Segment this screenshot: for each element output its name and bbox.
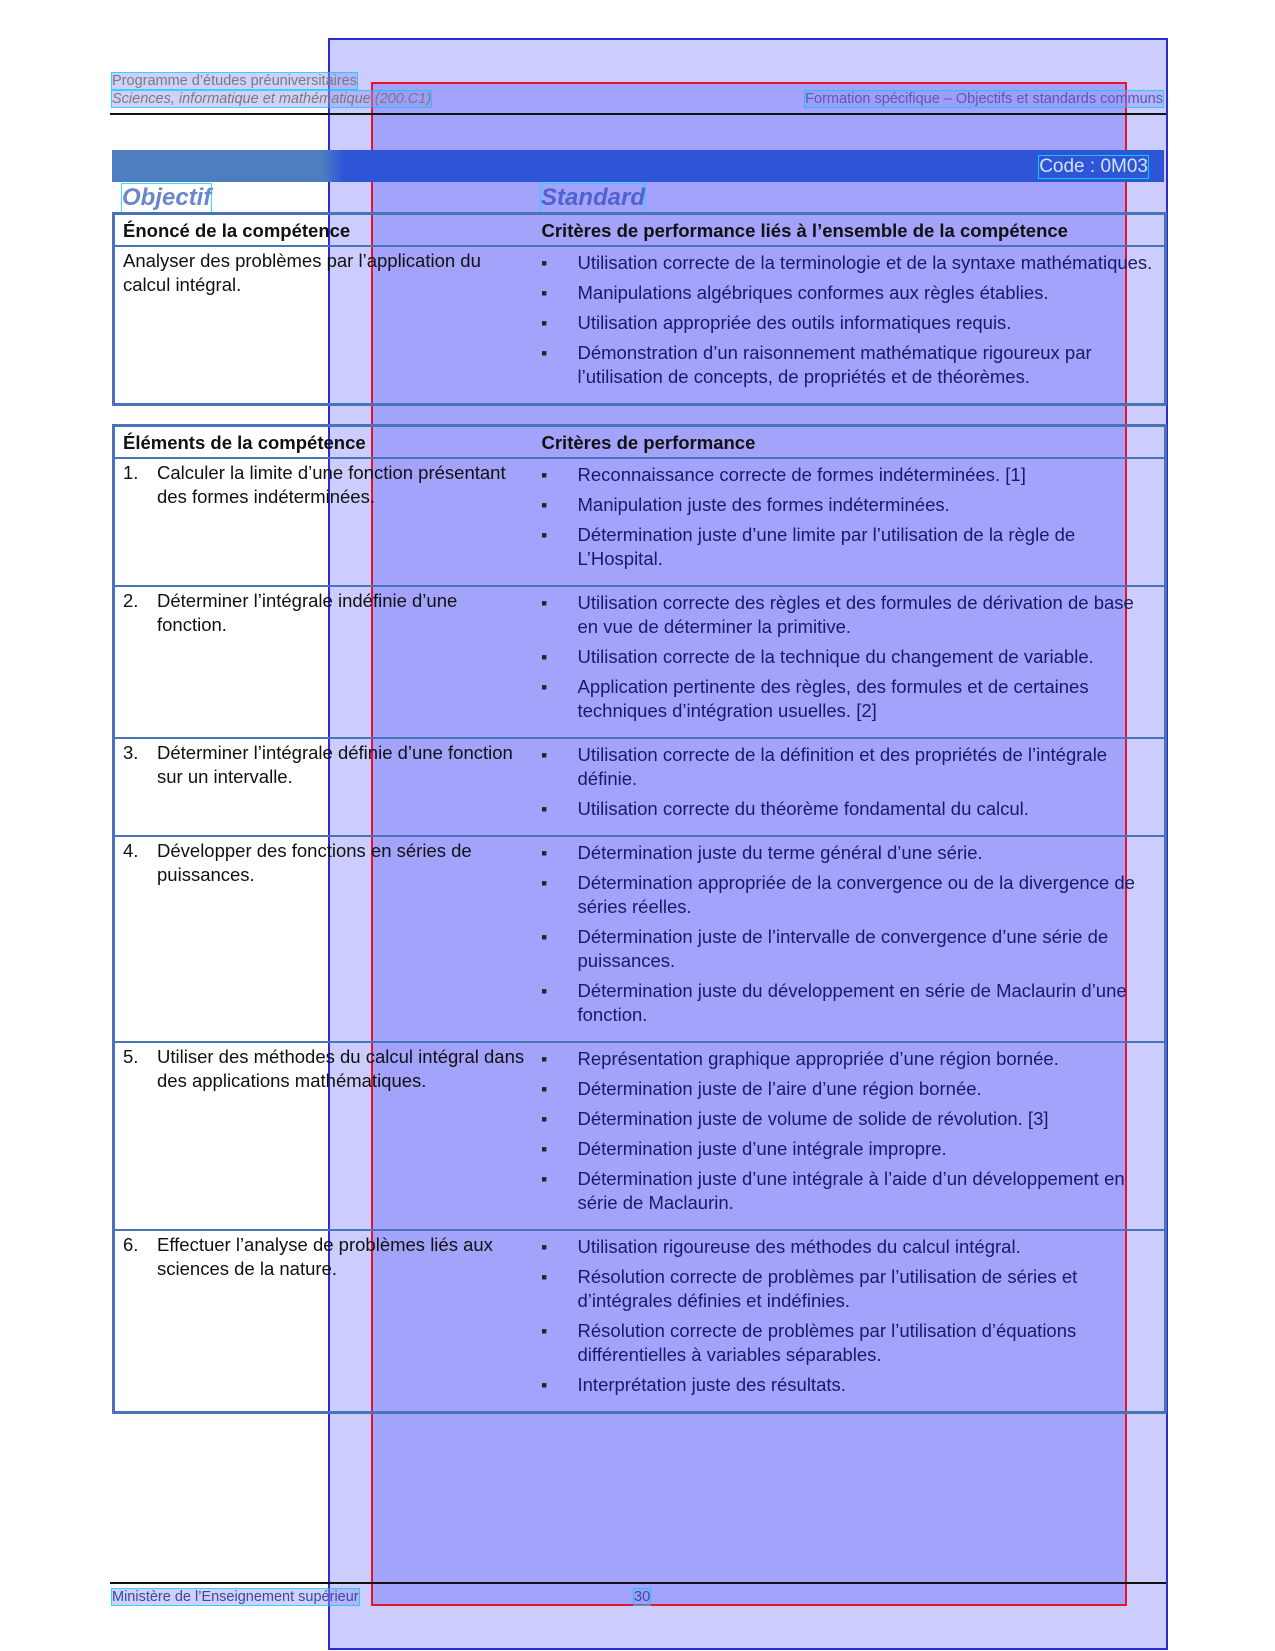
criterion-item: ■ Représentation graphique appropriée d’une région bornée.	[542, 1047, 1157, 1071]
element-text: Déterminer l’intégrale définie d’une fonction sur un intervalle.	[157, 742, 513, 787]
element-row	[114, 458, 1166, 586]
criterion-item: ■ Détermination juste d’une intégrale à l’aide d’un développement en série de Maclaurin.	[542, 1167, 1157, 1215]
page-number: 30	[634, 1589, 651, 1605]
competence-head-left: Énoncé de la compétence	[114, 214, 534, 247]
criterion-item: ■ Utilisation appropriée des outils informatiques requis.	[542, 311, 1157, 335]
criterion-item: ■ Détermination juste de volume de solide de révolution. [3]	[542, 1107, 1157, 1131]
element-row	[114, 1042, 1166, 1230]
elements-table	[112, 424, 1167, 1414]
element-row	[114, 738, 1166, 836]
competence-criteria	[542, 251, 1157, 389]
code-bar	[112, 150, 1164, 182]
criterion-item: ■ Manipulations algébriques conformes aux règles établies.	[542, 281, 1157, 305]
criterion-item: ■ Détermination juste du développement en série de Maclaurin d’une fonction.	[542, 979, 1157, 1027]
criterion-item: ■ Application pertinente des règles, des formules et de certaines techniques d’intégration usuelles. [2]	[542, 675, 1157, 723]
element-text: Utiliser des méthodes du calcul intégral dans des applications mathématiques.	[157, 1046, 525, 1091]
criterion-item: ■ Résolution correcte de problèmes par l’utilisation de séries et d’intégrales définies et indéfinies.	[542, 1265, 1157, 1313]
element-text: Développer des fonctions en séries de puissances.	[157, 840, 472, 885]
element-row	[114, 586, 1166, 738]
criterion-item: ■ Détermination juste de l’intervalle de convergence d’une série de puissances.	[542, 925, 1157, 973]
criterion-item: ■ Utilisation correcte des règles et des formules de dérivation de base en vue de déterminer la primitive.	[542, 591, 1157, 639]
criterion-item: ■ Utilisation rigoureuse des méthodes du calcul intégral.	[542, 1235, 1157, 1259]
competence-table	[112, 212, 1167, 406]
header-program-code: Sciences, informatique et mathématique (200.C1)	[112, 91, 432, 107]
header-rule	[110, 113, 1166, 115]
criterion-item: ■ Détermination appropriée de la convergence ou de la divergence de séries réelles.	[542, 871, 1157, 919]
criterion-item: ■ Détermination juste d’une limite par l’utilisation de la règle de L’Hospital.	[542, 523, 1157, 571]
element-number: 4.	[123, 840, 139, 861]
criterion-item: ■ Interprétation juste des résultats.	[542, 1373, 1157, 1397]
criterion-item: ■ Utilisation correcte de la terminologie et de la syntaxe mathématiques.	[542, 251, 1157, 275]
element-row	[114, 836, 1166, 1042]
criterion-item: ■ Utilisation correcte de la technique du changement de variable.	[542, 645, 1157, 669]
competence-head-right: Critères de performance liés à l’ensemble de la compétence	[534, 214, 1166, 247]
criterion-item: ■ Reconnaissance correcte de formes indéterminées. [1]	[542, 463, 1157, 487]
elements-head-right: Critères de performance	[534, 426, 1166, 459]
course-code: Code : 0M03	[1039, 156, 1148, 177]
element-text: Calculer la limite d’une fonction présentant des formes indéterminées.	[157, 462, 506, 507]
element-number: 1.	[123, 462, 139, 483]
criterion-item: ■ Manipulation juste des formes indéterminées.	[542, 493, 1157, 517]
element-text: Effectuer l’analyse de problèmes liés aux sciences de la nature.	[157, 1234, 493, 1279]
competence-statement: Analyser des problèmes par l’application du calcul intégral.	[123, 250, 481, 295]
element-row	[114, 1230, 1166, 1413]
criterion-item: ■ Détermination juste d’une intégrale impropre.	[542, 1137, 1157, 1161]
standard-title: Standard	[541, 184, 646, 211]
criterion-item: ■ Résolution correcte de problèmes par l’utilisation d’équations différentielles à variables séparables.	[542, 1319, 1157, 1367]
element-number: 5.	[123, 1046, 139, 1067]
element-text: Déterminer l’intégrale indéfinie d’une fonction.	[157, 590, 458, 635]
element-number: 6.	[123, 1234, 139, 1255]
element-number: 2.	[123, 590, 139, 611]
criterion-item: ■ Utilisation correcte de la définition et des propriétés de l’intégrale définie.	[542, 743, 1157, 791]
header-program: Programme d’études préuniversitaires	[112, 73, 357, 89]
criterion-item: ■ Détermination juste du terme général d’une série.	[542, 841, 1157, 865]
footer-ministry: Ministère de l’Enseignement supérieur	[112, 1589, 359, 1605]
element-number: 3.	[123, 742, 139, 763]
header-section: Formation spécifique – Objectifs et standards communs	[805, 91, 1163, 107]
criterion-item: ■ Détermination juste de l’aire d’une région bornée.	[542, 1077, 1157, 1101]
criterion-item: ■ Démonstration d’un raisonnement mathématique rigoureux par l’utilisation de concepts, de propriétés et de théorèmes.	[542, 341, 1157, 389]
footer-rule	[110, 1582, 1166, 1584]
objectif-title: Objectif	[122, 184, 212, 211]
criterion-item: ■ Utilisation correcte du théorème fondamental du calcul.	[542, 797, 1157, 821]
elements-head-left: Éléments de la compétence	[114, 426, 534, 459]
